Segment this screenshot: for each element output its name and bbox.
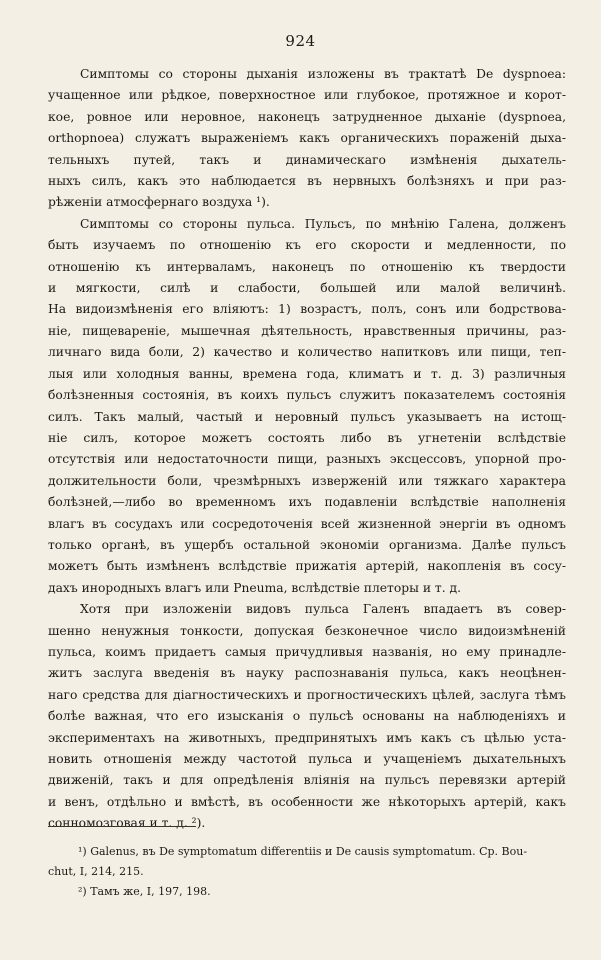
footnotes xyxy=(48,842,566,902)
text-line: болѣе важная, что его изысканія о пульсѣ основаны на наблюденіяхъ и xyxy=(48,709,566,724)
text-line: рѣженіи атмосфернаго воздуха ¹). xyxy=(48,195,270,210)
text-line: тельныхъ путей, такъ и динамическаго измѣненія дыхатель- xyxy=(48,152,566,167)
text-line: orthopnoea) служатъ выраженіемъ какъ органическихъ пораженій дыха- xyxy=(48,131,566,146)
text-line: новить отношенія между частотой пульса и учащеніемъ дыхательныхъ xyxy=(48,752,566,766)
text-line: экспериментахъ на животныхъ, предпринятыхъ имъ какъ съ цѣлью уста- xyxy=(48,730,566,745)
text-line: влагъ въ сосудахъ или сосредоточенія всей жизненной энергіи въ одномъ xyxy=(48,516,566,531)
text-line: быть изучаемъ по отношенію къ его скорости и медленности, по xyxy=(48,238,566,253)
text-line: личнаго вида боли, 2) качество и количество напитковъ или пищи, теп- xyxy=(48,345,566,360)
text-line: отношенію къ интерваламъ, наконецъ по отношенію къ твердости xyxy=(48,259,566,274)
text-line: шенно ненужныя тонкости, допуская безконечное число видоизмѣненій xyxy=(48,623,566,638)
text-line: ныхъ силъ, какъ это наблюдается въ нервныхъ болѣзняхъ и при раз- xyxy=(48,174,566,189)
text-line: Симптомы со стороны дыханія изложены въ трактатѣ De dyspnoea: xyxy=(80,67,566,81)
text-line: наго средства для діагностическихъ и прогностическихъ цѣлей, заслуга тѣмъ xyxy=(48,687,566,702)
text-line: отсутствія или недостаточности пищи, разныхъ эксцессовъ, упорной про- xyxy=(48,452,566,467)
text-line: На видоизмѣненія его вліяютъ: 1) возрастъ, полъ, сонъ или бодрствова- xyxy=(48,302,566,317)
text-line: болѣзненныя состоянія, въ коихъ пульсъ служитъ показателемъ состоянія xyxy=(48,388,566,403)
text-line: должительности боли, чрезмѣрныхъ изверженій или тяжкаго характера xyxy=(48,473,566,488)
footnote-line: ¹) Galenus, въ De symptomatum differentiis и De causis symptomatum. Ср. Bou- xyxy=(78,845,528,858)
text-line: сонномозговая и т. д. ²). xyxy=(48,816,206,831)
text-line: Хотя при изложеніи видовъ пульса Галенъ впадаетъ въ совер- xyxy=(80,602,566,617)
text-line: движеній, такъ и для опредѣленія вліянія на пульсъ перевязки артерій xyxy=(48,773,566,788)
text-line: и венъ, отдѣльно и вмѣстѣ, въ особенности же нѣкоторыхъ артерій, какъ xyxy=(48,794,566,809)
page-number: 924 xyxy=(285,32,316,50)
text-line: дахъ инородныхъ влагъ или Pneuma, вслѣдствіе плеторы и т. д. xyxy=(48,580,462,595)
footnote-divider xyxy=(48,826,196,827)
text-line: болѣзней,—либо во временномъ ихъ подавленіи вслѣдствіе наполненія xyxy=(48,495,566,510)
text-line: житъ заслуга введенія въ науку распознаванія пульса, какъ неоцѣнен- xyxy=(48,666,566,681)
text-line: ніе, пищевареніе, мышечная дѣятельность, нравственныя причины, раз- xyxy=(48,323,566,338)
text-line: можетъ быть измѣненъ вслѣдствіе прижатія артерій, накопленія въ сосу- xyxy=(48,559,566,574)
text-line: учащенное или рѣдкое, поверхностное или глубокое, протяжное и корот- xyxy=(48,88,566,103)
text-line: лыя или холодныя ванны, времена года, климатъ и т. д. 3) различныя xyxy=(48,366,566,381)
text-line: и мягкости, силѣ и слабости, большей или малой величинѣ. xyxy=(48,281,566,296)
main-text xyxy=(48,64,566,835)
text-line: пульса, коимъ придаетъ самыя причудливыя названія, но ему принадле- xyxy=(48,644,566,659)
text-line: только органѣ, въ ущербъ остальной экономіи организма. Далѣе пульсъ xyxy=(48,537,566,552)
text-line: кое, ровное или неровное, наконецъ затрудненное дыханіе (dyspnoea, xyxy=(48,109,566,124)
text-line: силъ. Такъ малый, частый и неровный пульсъ указываетъ на истощ- xyxy=(48,409,566,424)
footnote-line: ²) Тамъ же, I, 197, 198. xyxy=(78,885,211,898)
footnote-line: chut, I, 214, 215. xyxy=(48,865,144,878)
text-line: Симптомы со стороны пульса. Пульсъ, по мнѣнію Галена, долженъ xyxy=(80,216,566,231)
text-line: ніе силъ, которое можетъ состоять либо въ угнетеніи вслѣдствіе xyxy=(48,430,566,445)
